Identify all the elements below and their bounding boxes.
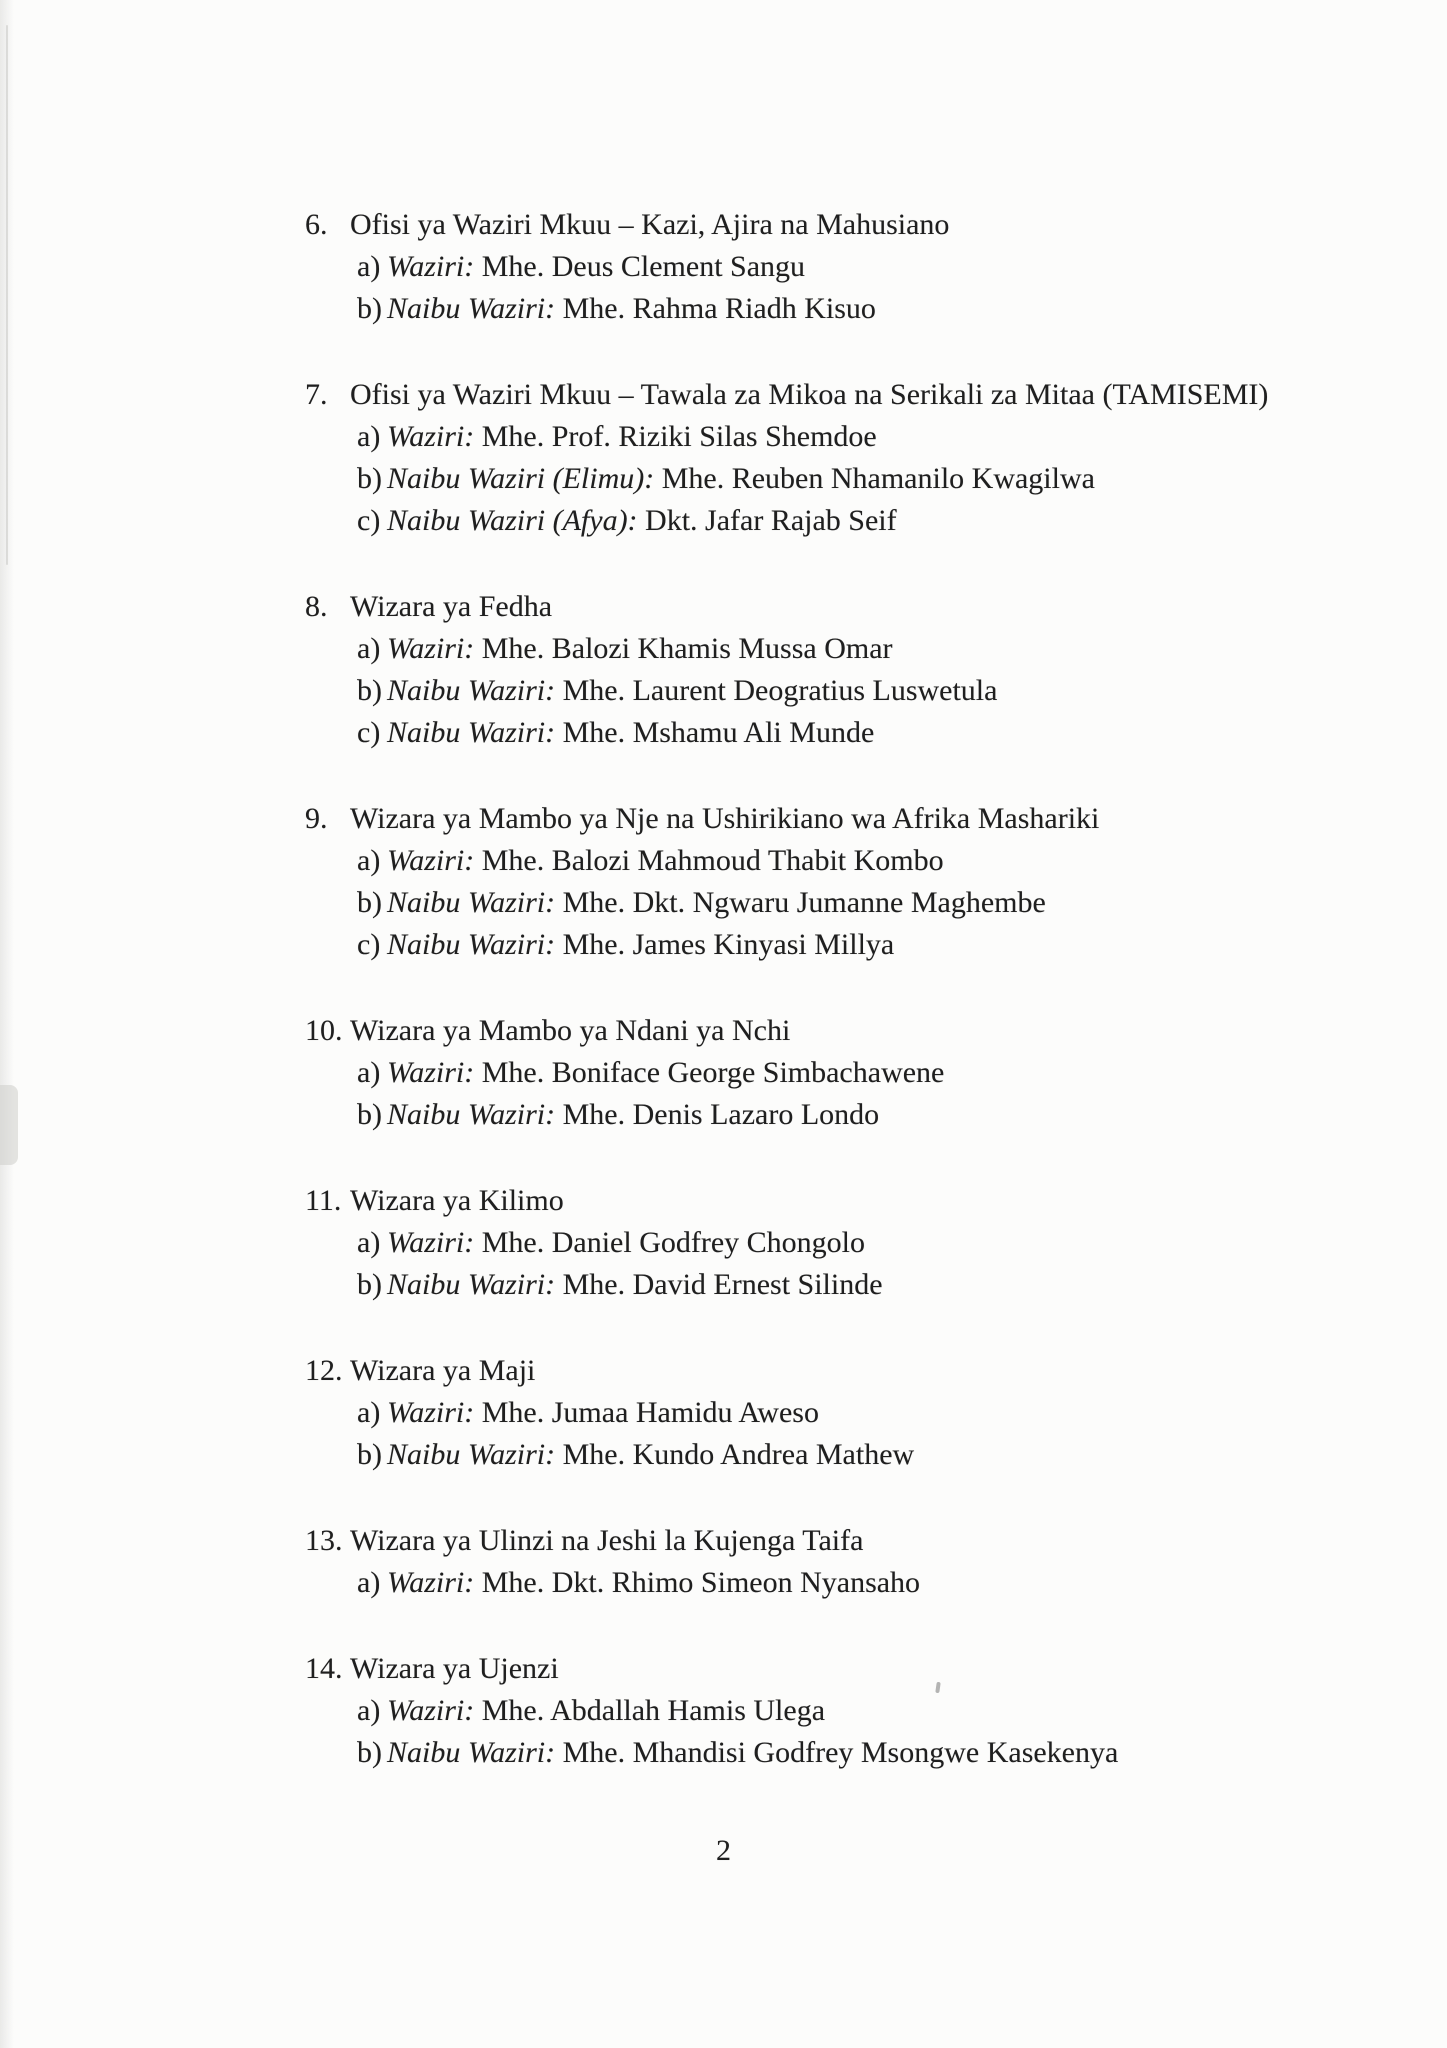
entry-text: [387, 1094, 1270, 1136]
entry-text: [387, 246, 1270, 288]
entry-role: Naibu Waziri:: [387, 886, 556, 919]
entry-role: Waziri:: [387, 1694, 475, 1727]
entry-person: Mhe. Laurent Deogratius Luswetula: [562, 674, 998, 707]
page-number: 2: [716, 1834, 731, 1867]
ministry-heading: [305, 204, 1270, 246]
entry-person: Mhe. James Kinyasi Millya: [562, 928, 895, 961]
ministry-title: Wizara ya Mambo ya Nje na Ushirikiano wa Afrika Mashariki: [350, 802, 1100, 835]
entry-letter: b): [357, 886, 382, 919]
entry-letter: c): [357, 504, 381, 537]
entry-person: Mhe. Denis Lazaro Londo: [562, 1098, 880, 1131]
entry-letter: b): [357, 1438, 382, 1471]
item-number: 10.: [305, 1014, 343, 1047]
item-number: 14.: [305, 1652, 343, 1685]
entry-person: Mhe. Kundo Andrea Mathew: [562, 1438, 915, 1471]
entry-letter: a): [357, 844, 381, 877]
minister-entry: [357, 628, 1270, 670]
ministry-item-7: [305, 374, 1270, 542]
entry-letter: a): [357, 1566, 381, 1599]
entry-letter: a): [357, 1226, 381, 1259]
entry-letter: b): [357, 1268, 382, 1301]
entry-role: Naibu Waziri:: [387, 716, 556, 749]
entry-role: Waziri:: [387, 1566, 475, 1599]
minister-entry: [357, 882, 1270, 924]
ministry-title: Ofisi ya Waziri Mkuu – Kazi, Ajira na Mahusiano: [350, 208, 950, 241]
ministry-title: Wizara ya Mambo ya Ndani ya Nchi: [350, 1014, 791, 1047]
entry-person: Mhe. Rahma Riadh Kisuo: [562, 292, 876, 325]
entry-text: [387, 840, 1270, 882]
entry-letter: a): [357, 632, 381, 665]
entry-text: [387, 500, 1270, 542]
item-number: 9.: [305, 802, 328, 835]
entry-role: Waziri:: [387, 1396, 475, 1429]
minister-entry: [357, 500, 1270, 542]
entry-role: Waziri:: [387, 420, 475, 453]
entry-text: [387, 882, 1270, 924]
entry-text: [387, 1222, 1270, 1264]
minister-entry: [357, 1222, 1270, 1264]
ministry-item-13: [305, 1520, 1270, 1604]
entry-person: Mhe. Deus Clement Sangu: [481, 250, 806, 283]
ministry-heading: [305, 374, 1270, 416]
entry-text: [387, 712, 1270, 754]
entry-person: Mhe. Mhandisi Godfrey Msongwe Kasekenya: [562, 1736, 1119, 1769]
entry-letter: a): [357, 1396, 381, 1429]
minister-entry: [357, 416, 1270, 458]
entry-role: Waziri:: [387, 1226, 475, 1259]
entry-text: [387, 1264, 1270, 1306]
entry-role: Naibu Waziri:: [387, 1736, 556, 1769]
entry-letter: c): [357, 928, 381, 961]
entry-person: Dkt. Jafar Rajab Seif: [645, 504, 897, 537]
entry-role: Waziri:: [387, 1056, 475, 1089]
entry-text: [387, 1690, 1270, 1732]
ministry-heading: [305, 1648, 1270, 1690]
entry-letter: a): [357, 250, 381, 283]
entry-role: Naibu Waziri (Elimu):: [387, 462, 655, 495]
ministry-title: Wizara ya Fedha: [350, 590, 553, 623]
entry-person: Mhe. Boniface George Simbachawene: [481, 1056, 945, 1089]
ministry-item-9: [305, 798, 1270, 966]
ministry-heading: [305, 1350, 1270, 1392]
minister-entry: [357, 1094, 1270, 1136]
entry-text: [387, 1732, 1270, 1774]
entry-letter: b): [357, 1098, 382, 1131]
entry-letter: c): [357, 716, 381, 749]
minister-entry: [357, 288, 1270, 330]
ministry-title: Wizara ya Maji: [350, 1354, 536, 1387]
minister-entry: [357, 1052, 1270, 1094]
entry-text: [387, 1562, 1270, 1604]
entry-text: [387, 458, 1270, 500]
item-number: 13.: [305, 1524, 343, 1557]
ministry-heading: [305, 1520, 1270, 1562]
entry-text: [387, 416, 1270, 458]
entry-text: [387, 924, 1270, 966]
ministry-item-6: [305, 204, 1270, 330]
entry-letter: b): [357, 292, 382, 325]
ministry-heading: [305, 798, 1270, 840]
entry-text: [387, 628, 1270, 670]
entry-role: Waziri:: [387, 250, 475, 283]
item-number: 12.: [305, 1354, 343, 1387]
minister-entry: [357, 1392, 1270, 1434]
ministry-item-12: [305, 1350, 1270, 1476]
ministry-title: Wizara ya Ulinzi na Jeshi la Kujenga Taifa: [350, 1524, 864, 1557]
entry-text: [387, 670, 1270, 712]
ministry-item-11: [305, 1180, 1270, 1306]
ministry-item-14: [305, 1648, 1270, 1774]
ministry-item-8: [305, 586, 1270, 754]
entry-person: Mhe. David Ernest Silinde: [562, 1268, 883, 1301]
entry-role: Naibu Waziri (Afya):: [387, 504, 638, 537]
minister-entry: [357, 1690, 1270, 1732]
minister-entry: [357, 1264, 1270, 1306]
ministry-title: Wizara ya Kilimo: [350, 1184, 564, 1217]
ministry-heading: [305, 586, 1270, 628]
minister-entry: [357, 670, 1270, 712]
entry-letter: a): [357, 420, 381, 453]
entry-role: Waziri:: [387, 632, 475, 665]
entry-role: Naibu Waziri:: [387, 1098, 556, 1131]
entry-role: Naibu Waziri:: [387, 1438, 556, 1471]
entry-text: [387, 1052, 1270, 1094]
entry-letter: b): [357, 1736, 382, 1769]
item-number: 6.: [305, 208, 328, 241]
entry-person: Mhe. Jumaa Hamidu Aweso: [481, 1396, 819, 1429]
item-number: 11.: [305, 1184, 342, 1217]
entry-letter: b): [357, 674, 382, 707]
entry-person: Mhe. Abdallah Hamis Ulega: [481, 1694, 826, 1727]
entry-person: Mhe. Reuben Nhamanilo Kwagilwa: [661, 462, 1095, 495]
minister-entry: [357, 458, 1270, 500]
entry-letter: a): [357, 1694, 381, 1727]
entry-person: Mhe. Dkt. Ngwaru Jumanne Maghembe: [562, 886, 1046, 919]
entry-role: Naibu Waziri:: [387, 292, 556, 325]
ministry-heading: [305, 1180, 1270, 1222]
ministry-heading: [305, 1010, 1270, 1052]
entry-person: Mhe. Daniel Godfrey Chongolo: [481, 1226, 866, 1259]
ministry-item-10: [305, 1010, 1270, 1136]
minister-entry: [357, 924, 1270, 966]
entry-person: Mhe. Balozi Khamis Mussa Omar: [481, 632, 893, 665]
entry-letter: a): [357, 1056, 381, 1089]
minister-entry: [357, 1562, 1270, 1604]
minister-entry: [357, 712, 1270, 754]
entry-text: [387, 288, 1270, 330]
minister-entry: [357, 246, 1270, 288]
entry-person: Mhe. Mshamu Ali Munde: [562, 716, 875, 749]
entry-role: Waziri:: [387, 844, 475, 877]
entry-role: Naibu Waziri:: [387, 928, 556, 961]
minister-entry: [357, 1732, 1270, 1774]
item-number: 7.: [305, 378, 328, 411]
entry-text: [387, 1392, 1270, 1434]
minister-entry: [357, 1434, 1270, 1476]
ministry-title: Wizara ya Ujenzi: [350, 1652, 559, 1685]
ministry-title: Ofisi ya Waziri Mkuu – Tawala za Mikoa na Serikali za Mitaa (TAMISEMI): [350, 378, 1269, 411]
entry-role: Naibu Waziri:: [387, 674, 556, 707]
entry-letter: b): [357, 462, 382, 495]
entry-person: Mhe. Dkt. Rhimo Simeon Nyansaho: [481, 1566, 921, 1599]
entry-role: Naibu Waziri:: [387, 1268, 556, 1301]
entry-text: [387, 1434, 1270, 1476]
entry-person: Mhe. Balozi Mahmoud Thabit Kombo: [481, 844, 944, 877]
item-number: 8.: [305, 590, 328, 623]
entry-person: Mhe. Prof. Riziki Silas Shemdoe: [481, 420, 877, 453]
minister-entry: [357, 840, 1270, 882]
